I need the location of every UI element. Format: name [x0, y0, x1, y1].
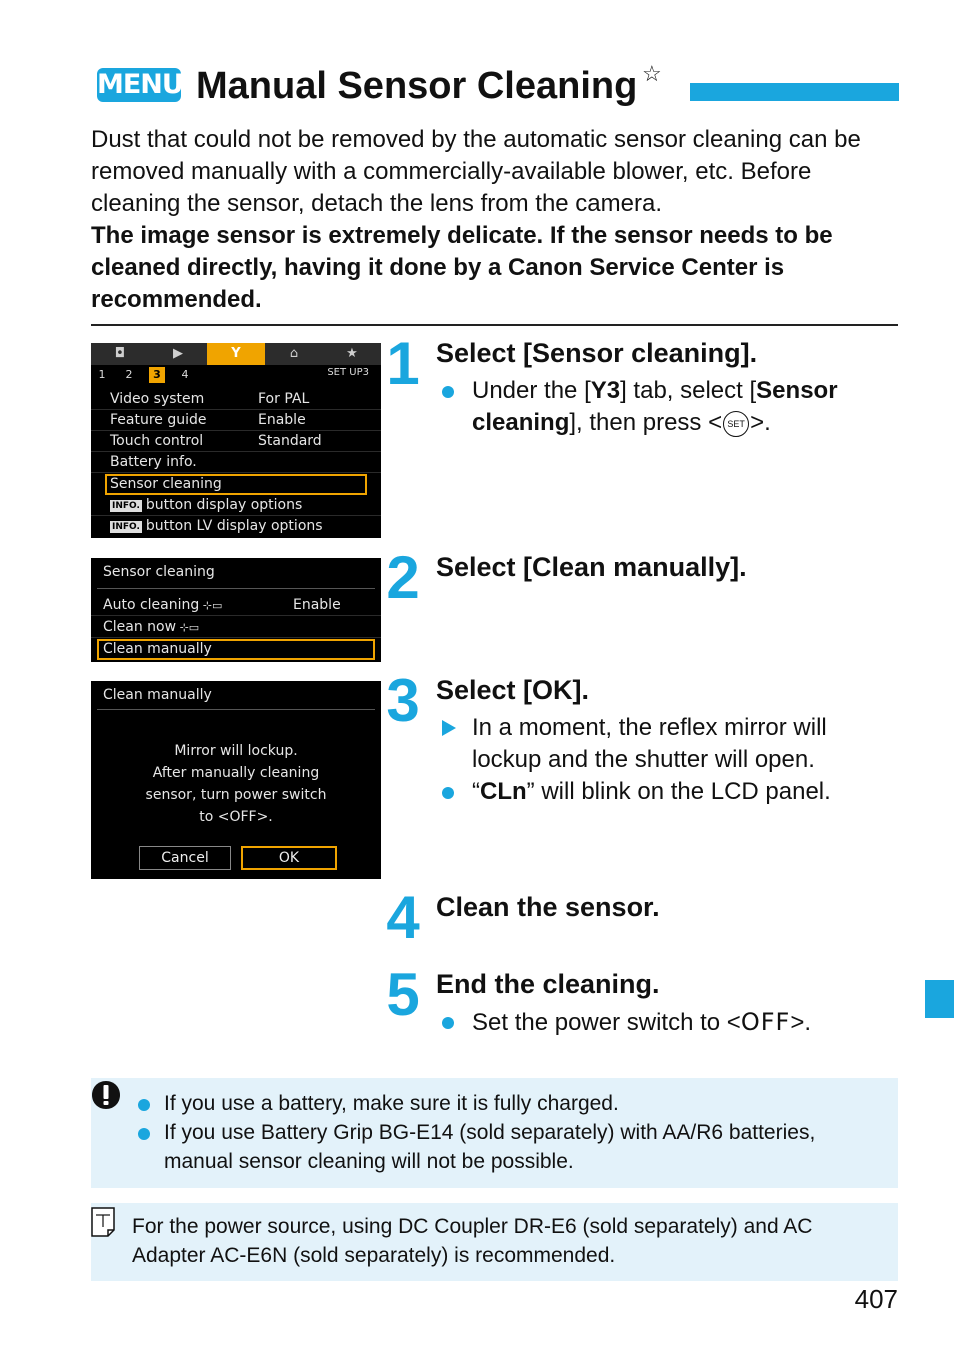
step-number: 5 [386, 961, 420, 1028]
bullet-dot [442, 1017, 454, 1029]
dialog-message: Mirror will lockup. [174, 743, 298, 759]
caution-icon [91, 1080, 121, 1110]
step-number: 2 [386, 544, 420, 611]
step-number: 3 [386, 667, 420, 734]
off-switch-symbol: OFF [740, 1008, 791, 1036]
step-title: End the cleaning. [436, 969, 660, 999]
menu-row: Touch control Standard [91, 431, 381, 452]
info-button-icon: INFO. [112, 522, 140, 532]
menu-row: Video system For PAL [91, 389, 381, 410]
dialog-message: sensor, turn power switch [145, 787, 327, 803]
sub-tabs [91, 365, 381, 385]
menu-row: Battery info. [91, 452, 381, 473]
bullet-dot [138, 1128, 150, 1140]
menu-row: Auto cleaning ⊹▭ Enable [91, 595, 381, 616]
page-title: Manual Sensor Cleaning [196, 65, 638, 107]
intro-warning: The image sensor is extremely delicate. If the sensor needs to be cleaned directly, having it done by a Canon Service Center is recommended. [91, 222, 833, 313]
set-button-icon: SET [723, 411, 749, 437]
step-number: 4 [386, 884, 420, 951]
screen-title: Sensor cleaning [103, 564, 215, 580]
step-title: Select [Clean manually]. [436, 552, 747, 582]
setup-tab-icon: Y [207, 343, 265, 365]
setup-menu-screen [91, 343, 381, 538]
page-number: 407 [854, 1284, 898, 1314]
memo-text: For the power source, using DC Coupler DR-E6 (sold separately) and AC Adapter AC-E6N (sold separately) is recommended. [132, 1215, 813, 1267]
menu-row: INFO. button LV display options [112, 518, 323, 534]
dialog-message: After manually cleaning [152, 765, 320, 781]
step-bullet: Set the power switch to <OFF>. [436, 1006, 872, 1039]
advanced-star-icon: ☆ [642, 61, 662, 86]
caution-list [164, 1089, 884, 1176]
step-title: Clean the sensor. [436, 892, 660, 922]
custom-tab-icon: ⌂ [289, 346, 299, 361]
intro-paragraph: Dust that could not be removed by the automatic sensor cleaning can be removed manually with a commercially-available blower, etc. Before cleaning the sensor, detach the lens from the camera. [91, 126, 861, 217]
bullet-dot [442, 386, 454, 398]
menu-row-selected: Clean manually [97, 639, 375, 660]
result-arrow-icon [442, 720, 456, 736]
title-bar [690, 83, 899, 101]
step-number: 1 [386, 330, 420, 397]
divider [91, 324, 898, 326]
menu-badge: MENU [97, 69, 183, 100]
menu-row-selected: Sensor cleaning [105, 474, 367, 495]
memo-icon [91, 1207, 115, 1237]
sensor-cleaning-screen [91, 558, 381, 662]
subtab-4: 4 [181, 368, 189, 381]
subtab-2: 2 [125, 368, 133, 381]
playback-tab-icon: ▶ [173, 346, 183, 361]
intro-text [91, 124, 906, 316]
step-title: Select [OK]. [436, 675, 590, 705]
screen-title: Clean manually [103, 687, 212, 703]
bullet-dot [138, 1099, 150, 1111]
step-bullet: “CLn” will blink on the LCD panel. [436, 776, 912, 808]
step-bullet: Under the [Y3] tab, select [Sensor cleaning], then press < SET >. [436, 375, 872, 439]
ok-button: OK [241, 846, 337, 870]
caution-item: If you use Battery Grip BG-E14 (sold separately) with AA/R6 batteries, manual sensor cleaning will not be possible. [164, 1118, 884, 1176]
menu-tabs [91, 343, 381, 365]
info-button-icon: INFO. [112, 501, 140, 511]
cancel-button: Cancel [139, 846, 231, 870]
clean-manually-screen [91, 681, 381, 879]
screen-divider [97, 588, 375, 589]
shooting-tab-icon: ◘ [114, 346, 126, 361]
dialog-message: to <OFF>. [199, 809, 273, 825]
my-menu-tab-icon: ★ [346, 346, 358, 361]
caution-item: If you use a battery, make sure it is fully charged. [164, 1089, 884, 1118]
menu-row: INFO. button display options [91, 495, 381, 516]
menu-row: Clean now ⊹▭ [91, 617, 381, 638]
step-title: Select [Sensor cleaning]. [436, 338, 758, 368]
subtab-3: 3 [149, 367, 165, 383]
subtab-1: 1 [98, 368, 106, 381]
chapter-tab [925, 980, 954, 1018]
subtab-label: SET UP3 [327, 367, 369, 378]
menu-row: Feature guide Enable [91, 410, 381, 431]
screen-divider [97, 709, 375, 710]
bullet-dot [442, 787, 454, 799]
step-bullet: In a moment, the reflex mirror will lockup and the shutter will open. [436, 712, 872, 776]
